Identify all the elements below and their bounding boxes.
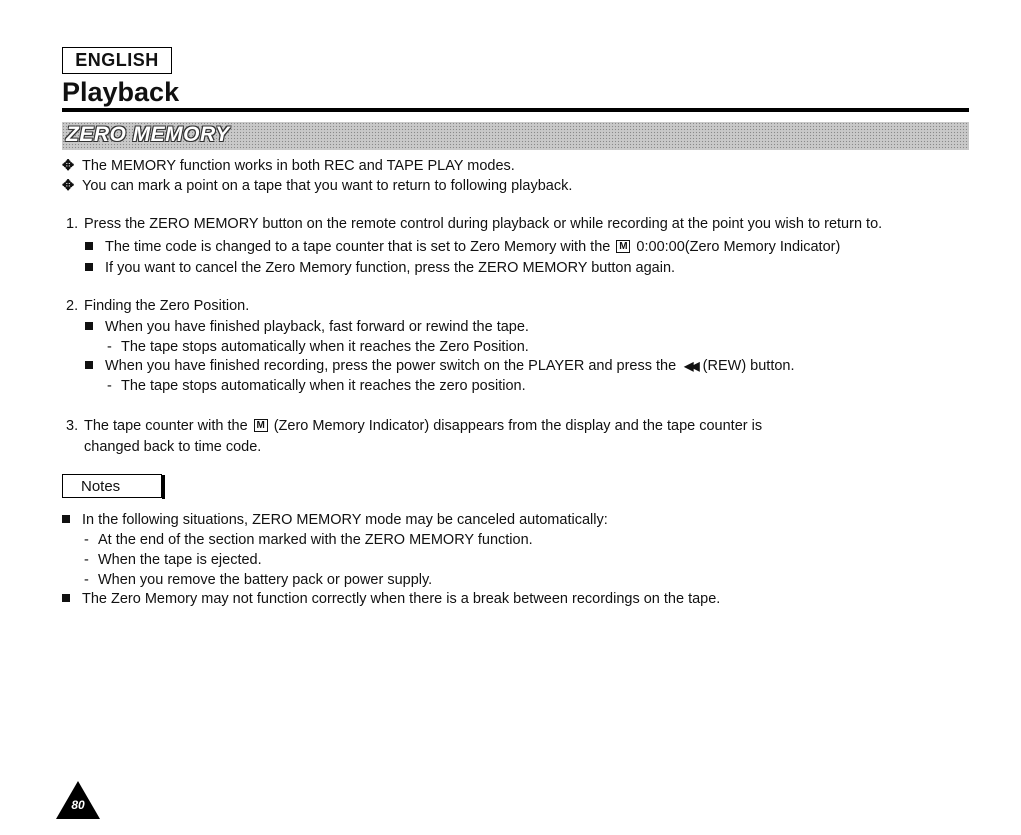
step-2-sub xyxy=(107,377,526,395)
section-banner xyxy=(62,122,969,150)
step-1 xyxy=(66,215,882,233)
bullet-text: If you want to cancel the Zero Memory function, press the ZERO MEMORY button again. xyxy=(105,260,676,276)
note-text: The Zero Memory may not function correctly when there is a break between recordings on the tape. xyxy=(82,591,721,607)
step-3-continued xyxy=(84,438,261,456)
step-text: (Zero Memory Indicator) disappears from the display and the tape counter is xyxy=(273,418,763,434)
dash-bullet-icon: - xyxy=(84,532,89,548)
step-3 xyxy=(66,417,762,435)
cross-bullet-icon: ✥ xyxy=(62,158,75,174)
step-2-bullet xyxy=(85,318,529,336)
intro-text: The MEMORY function works in both REC and TAPE PLAY modes. xyxy=(82,158,515,174)
note-sub-text: At the end of the section marked with the ZERO MEMORY function. xyxy=(98,532,533,548)
dash-bullet-icon: - xyxy=(107,339,112,355)
zero-memory-indicator-icon: M xyxy=(254,419,268,432)
dash-bullet-icon: - xyxy=(84,572,89,588)
bullet-text: 0:00:00(Zero Memory Indicator) xyxy=(636,239,841,255)
step-2-sub xyxy=(107,338,529,356)
square-bullet-icon xyxy=(85,263,93,271)
note-sub-text: When the tape is ejected. xyxy=(98,552,262,568)
bullet-text: The time code is changed to a tape counter that is set to Zero Memory with the xyxy=(105,239,611,255)
step-number: 1. xyxy=(66,216,79,232)
note-sub xyxy=(84,531,533,549)
dash-bullet-icon: - xyxy=(107,378,112,394)
dash-bullet-icon: - xyxy=(84,552,89,568)
bullet-text: When you have finished playback, fast forward or rewind the tape. xyxy=(105,319,529,335)
section-title: ZERO MEMORY xyxy=(66,123,230,146)
note-sub xyxy=(84,571,432,589)
step-number: 3. xyxy=(66,418,79,434)
intro-text: You can mark a point on a tape that you want to return to following playback. xyxy=(82,178,573,194)
square-bullet-icon xyxy=(85,322,93,330)
zero-memory-indicator-icon: M xyxy=(616,240,630,253)
square-bullet-icon xyxy=(62,594,70,602)
note-sub-text: When you remove the battery pack or power supply. xyxy=(98,572,433,588)
note-item xyxy=(62,590,720,608)
step-text: Press the ZERO MEMORY button on the remote control during playback or while recording at the point you wish to return to. xyxy=(84,216,883,232)
square-bullet-icon xyxy=(62,515,70,523)
bullet-text: When you have finished recording, press the power switch on the PLAYER and press the xyxy=(105,358,677,374)
note-sub xyxy=(84,551,262,569)
notes-label-text: Notes xyxy=(81,477,121,495)
step-1-bullet xyxy=(85,238,840,256)
page-title: Playback xyxy=(62,77,180,107)
cross-bullet-icon: ✥ xyxy=(62,178,75,194)
page-number: 80 xyxy=(71,798,85,812)
language-label: ENGLISH xyxy=(62,47,172,74)
note-text: In the following situations, ZERO MEMORY mode may be canceled automatically: xyxy=(82,512,608,528)
note-item xyxy=(62,511,608,529)
step-text: changed back to time code. xyxy=(84,439,262,455)
sub-text: The tape stops automatically when it reaches the zero position. xyxy=(121,378,526,394)
square-bullet-icon xyxy=(85,361,93,369)
intro-item xyxy=(62,177,572,195)
step-text: Finding the Zero Position. xyxy=(84,298,250,314)
step-2 xyxy=(66,297,249,315)
notes-label xyxy=(62,474,162,498)
rewind-icon: ◀◀ xyxy=(684,359,697,373)
step-number: 2. xyxy=(66,298,79,314)
sub-text: The tape stops automatically when it reaches the Zero Position. xyxy=(121,339,529,355)
step-2-bullet xyxy=(85,357,795,375)
step-text: The tape counter with the xyxy=(84,418,248,434)
step-1-bullet xyxy=(85,259,675,277)
title-rule xyxy=(62,108,969,112)
intro-item xyxy=(62,157,515,175)
square-bullet-icon xyxy=(85,242,93,250)
bullet-text: (REW) button. xyxy=(702,358,795,374)
